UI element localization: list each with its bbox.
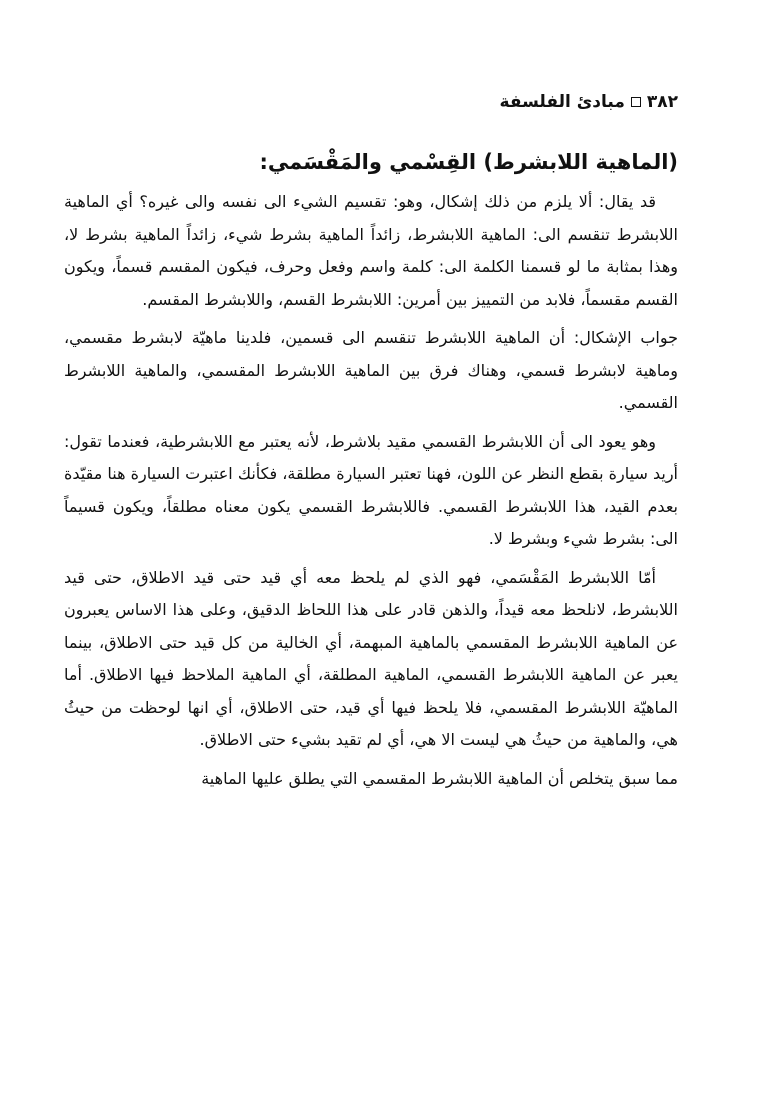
paragraph-objection: قد يقال: ألا يلزم من ذلك إشكال، وهو: تقسيم الشيء الى نفسه والى غيره؟ أي الماهية اللابشرط تنقسم الى: الماهية اللابشرط، زائداً الماهية بشرط شيء، زائداً الماهية بشرط لا، وهذا بمثابة ما لو قسمنا الكلمة الى: كلمة واسم وفعل وحرف، فيكون المقسم قسماً، ويكون القسم مقسماً، فلابد من التمييز بين أمرين: اللابشرط القسم، واللابشرط المقسم. <box>64 192 678 309</box>
page-number: ٣٨٢ <box>646 92 678 112</box>
body-text <box>64 186 678 801</box>
square-separator-icon <box>631 97 641 107</box>
paragraph-answer: جواب الإشكال: أن الماهية اللابشرط تنقسم الى قسمين، فلدينا ماهيّة لابشرط مقسمي، وماهية لابشرط قسمي، وهناك فرق بين الماهية اللابشرط المقسمي، والماهية اللابشرط القسمي. <box>64 328 678 412</box>
paragraph-maqsami: أمّا اللابشرط المَقْسَمي، فهو الذي لم يلحظ معه أي قيد حتى قيد الاطلاق، حتى قيد اللابشرط، لانلحظ معه قيداً، والذهن قادر على هذا اللحاظ الدقيق، وعلى هذا الاساس يعبرون عن الماهية اللابشرط المقسمي بالماهية المبهمة، أي الخالية من كل قيد حتى الاطلاق، بينما يعبر عن الماهية اللابشرط القسمي، الماهية المطلقة، أي الماهية الملاحظ فيها الاطلاق. أما الماهيّة اللابشرط المقسمي، فلا يلحظ فيها أي قيد، حتى الاطلاق، أي انها لوحظت من حيثُ هي، والماهية من حيثُ هي ليست الا هي، أي لم تقيد بشيء حتى الاطلاق. <box>64 567 678 749</box>
book-title: مبادئ الفلسفة <box>499 92 625 112</box>
paragraph-explanation: وهو يعود الى أن اللابشرط القسمي مقيد بلاشرط، لأنه يعتبر مع اللابشرطية، فعندما تقول: أريد سيارة بقطع النظر عن اللون، فهنا تعتبر السيارة مطلقة، فكأنك اعتبرت السيارة هنا مقيّدة بعدم القيد، هذا اللابشرط القسمي. فاللابشرط القسمي يكون معناه مطلقاً، ويكون قسيماً الى: بشرط شيء وبشرط لا. <box>64 431 678 548</box>
section-heading: (الماهية اللابشرط) القِسْمي والمَقْسَمي: <box>259 150 678 174</box>
running-header <box>500 92 678 112</box>
paragraph-conclusion: مما سبق يتخلص أن الماهية اللابشرط المقسمي التي يطلق عليها الماهية <box>201 768 678 788</box>
